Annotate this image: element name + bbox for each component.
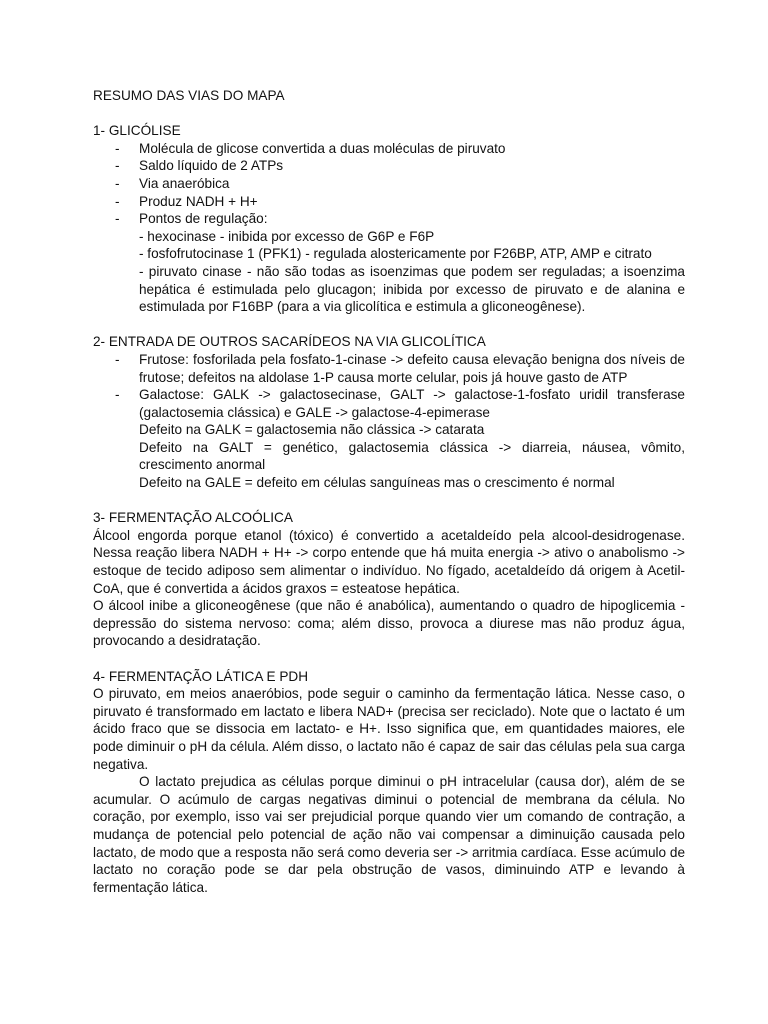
section-fermentacao-latica — [93, 668, 685, 897]
defect-item: Defeito na GALT = genético, galactosemia clássica -> diarreia, náusea, vômito, crescimento anormal — [139, 439, 685, 473]
list-item: - Frutose: fosforilada pela fosfato-1-cinase -> defeito causa elevação benigna dos níveis de frutose; defeitos na aldolase 1-P causa morte celular, pois já houve gasto de ATP — [115, 351, 685, 385]
defect-item: Defeito na GALK = galactosemia não clássica -> catarata — [139, 422, 485, 438]
section-fermentacao-alcoolica — [93, 509, 685, 650]
defect-item: Defeito na GALE = defeito em células sanguíneas mas o crescimento é normal — [139, 475, 615, 491]
regulation-item: - hexocinase - inibida por excesso de G6P e F6P — [139, 228, 435, 244]
list-item: - Saldo líquido de 2 ATPs — [115, 158, 284, 174]
paragraph: O piruvato, em meios anaeróbios, pode seguir o caminho da fermentação lática. Nesse caso, o piruvato é transformado em lactato e libera NAD+ (precisa ser reciclado). Note que o lactato é um ácido fraco que se dissocia em lactato- e H+. Isso significa que, em quantidades maiores, ele pode diminuir o pH da célula. Além disso, o lactato não é capaz de sair das células pela sua carga negativa. — [93, 686, 685, 772]
bullet-list — [93, 351, 685, 492]
section-heading: 1- GLICÓLISE — [93, 123, 181, 139]
section-heading: 2- ENTRADA DE OUTROS SACARÍDEOS NA VIA GLICOLÍTICA — [93, 334, 486, 350]
bullet-dash: - — [115, 351, 120, 367]
bullet-dash: - — [115, 193, 120, 209]
list-item: - Galactose: GALK -> galactosecinase, GALT -> galactose-1-fosfato uridil transferase (galactosemia clássica) e GALE -> galactose-4-epimerase Defeito na GALK = galactosemia não clássica -> catarata Defeito na GALT = genético, galactosemia clássica -> diarreia, náusea, vômito, crescimento anormal Defeito na GALE = defeito em células sanguíneas mas o crescimento é normal — [115, 387, 685, 491]
list-item: - Produz NADH + H+ — [115, 193, 258, 209]
section-heading: 4- FERMENTAÇÃO LÁTICA E PDH — [93, 668, 309, 684]
document-title: RESUMO DAS VIAS DO MAPA — [93, 88, 285, 103]
bullet-list — [93, 140, 685, 316]
paragraph: Álcool engorda porque etanol (tóxico) é convertido a acetaldeído pela alcool-desidrogenase. Nessa reação libera NADH + H+ -> corpo entende que há muita energia -> ativo o anabolismo -> estoque de tecido adiposo sem alimentar o indivíduo. No fígado, acetaldeído dá origem à Acetil-CoA, que é convertida a ácidos graxos = esteatose hepática. — [93, 527, 685, 596]
section-glicolise — [93, 122, 685, 316]
spacer — [93, 650, 685, 668]
list-item: - Via anaeróbica — [115, 175, 230, 191]
bullet-dash: - — [115, 140, 120, 156]
paragraph: O lactato prejudica as células porque diminui o pH intracelular (causa dor), além de se acumular. O acúmulo de cargas negativas diminui o potencial de membrana da célula. No coração, por exemplo, isso vai ser prejudicial porque quando vier um comando de contração, a mudança de potencial pelo potencial de ação não vai compensar a diminuição causada pelo lactato, de modo que a resposta não será como deveria ser -> arritmia cardíaca. Esse acúmulo de lactato no coração pode se dar pela obstrução de vasos, diminuindo ATP e levando à fermentação lática. — [93, 774, 686, 895]
list-item: - Molécula de glicose convertida a duas moléculas de piruvato — [115, 140, 506, 156]
bullet-dash: - — [115, 387, 120, 403]
bullet-dash: - — [115, 158, 120, 174]
bullet-dash: - — [115, 211, 120, 227]
section-heading: 3- FERMENTAÇÃO ALCOÓLICA — [93, 510, 293, 526]
spacer — [93, 316, 685, 334]
paragraph: O álcool inibe a gliconeogênese (que não é anabólica), aumentando o quadro de hipoglicemia - depressão do sistema nervoso: coma; além disso, provoca a diurese mas não produz água, provocando a desidratação. — [93, 598, 685, 649]
regulation-item: - piruvato cinase - não são todas as isoenzimas que podem ser reguladas; a isoenzima hepática é estimulada pelo glucagon; inibida por excesso de piruvato e de alanina e estimulada por F16BP (para a via glicolítica e estimula a gliconeogênese). — [139, 263, 685, 315]
bullet-dash: - — [115, 175, 120, 191]
section-outros-sacarideos — [93, 333, 685, 491]
spacer — [93, 492, 685, 510]
list-item: - Pontos de regulação: - hexocinase - inibida por excesso de G6P e F6P - fosfofrutocinase 1 (PFK1) - regulada alostericamente por F26BP, ATP, AMP e citrato - piruvato cinase - não são todas as isoenzimas que podem ser reguladas; a isoenzima hepática é estimulada pelo glucagon; inibida por excesso de piruvato e de alanina e estimulada por F16BP (para a via glicolítica e estimula a gliconeogênese). — [115, 211, 685, 315]
spacer — [93, 105, 685, 123]
regulation-item: - fosfofrutocinase 1 (PFK1) - regulada alostericamente por F26BP, ATP, AMP e citrato — [139, 246, 652, 262]
